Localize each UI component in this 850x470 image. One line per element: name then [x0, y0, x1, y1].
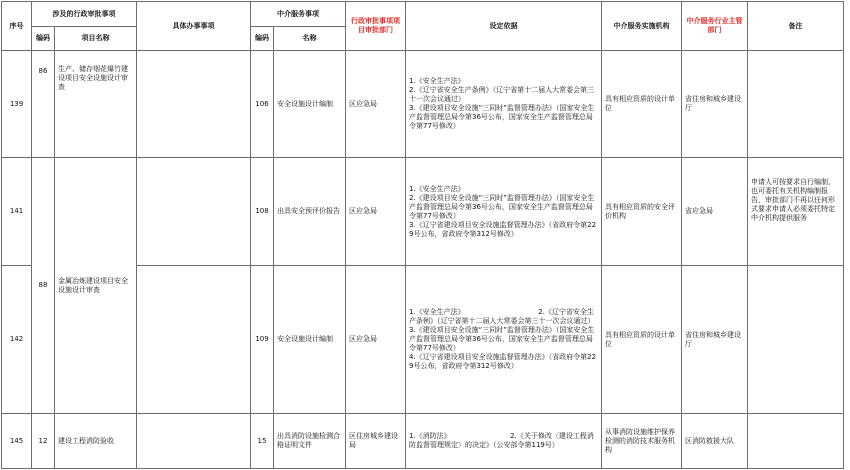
cell-seq: 145 [2, 414, 32, 469]
header-agency-code: 编码 [251, 27, 274, 51]
header-agency-group: 中介服务事项 [251, 2, 346, 27]
cell-regulator: 省住房和城乡建设厅 [682, 266, 748, 414]
cell-seq: 141 [2, 158, 32, 266]
table-row [2, 414, 844, 469]
header-admin-group: 涉及的行政审批事项 [32, 2, 137, 27]
header-seq: 序号 [2, 2, 32, 51]
cell-admin-name: 金属冶炼建设项目安全设施设计审查 [55, 158, 137, 414]
cell-specific [137, 158, 251, 266]
header-admin-code: 编码 [32, 27, 55, 51]
cell-specific [137, 266, 251, 414]
header-specific: 具体办事事项 [137, 2, 251, 51]
cell-admin-name: 生产、储存烟花爆竹建设项目安全设施设计审查 [55, 51, 137, 158]
cell-dept: 区应急局 [346, 158, 406, 266]
cell-basis: 1.《消防法》 2.《关于修改〈建设工程消防监督管理规定〉的决定》（公安部令第119号） [406, 414, 602, 469]
table-row [2, 51, 844, 158]
cell-dept: 区住房城乡建设局 [346, 414, 406, 469]
cell-dept: 区应急局 [346, 51, 406, 158]
cell-admin-code: 12 [32, 414, 55, 469]
header-dept: 行政审批事项项目审批部门 [346, 2, 406, 51]
cell-note [748, 414, 844, 469]
header-regulator: 中介服务行业主管部门 [682, 2, 748, 51]
cell-agency-code: 109 [251, 266, 274, 414]
intermediary-services-table [1, 1, 844, 469]
cell-agency-name: 出具安全预评价报告 [274, 158, 346, 266]
cell-provider: 具有相应资质的设计单位 [602, 266, 682, 414]
cell-seq: 139 [2, 51, 32, 158]
cell-agency-name: 安全设施设计编制 [274, 51, 346, 158]
cell-admin-name: 建设工程消防验收 [55, 414, 137, 469]
table-row [2, 158, 844, 266]
header-row-1 [2, 2, 844, 27]
header-note: 备注 [748, 2, 844, 51]
cell-agency-name: 出具消防设施检测合格证明文件 [274, 414, 346, 469]
cell-seq: 142 [2, 266, 32, 414]
cell-regulator: 区消防救援大队 [682, 414, 748, 469]
cell-agency-code: 106 [251, 51, 274, 158]
header-provider: 中介服务实施机构 [602, 2, 682, 51]
cell-dept: 区应急局 [346, 266, 406, 414]
header-basis: 设定依据 [406, 2, 602, 51]
header-agency-name: 名称 [274, 27, 346, 51]
cell-note: 申请人可按要求自行编制，也可委托有关机构编制报告，审批部门不再以任何形式要求申请人必须委托特定中介机构提供服务 [748, 158, 844, 266]
cell-specific [137, 414, 251, 469]
cell-regulator: 省住房和城乡建设厅 [682, 51, 748, 158]
cell-provider: 从事消防设施维护保养检测的消防技术服务机构 [602, 414, 682, 469]
cell-regulator: 省应急局 [682, 158, 748, 266]
cell-agency-code: 108 [251, 158, 274, 266]
cell-agency-name: 安全设施设计编制 [274, 266, 346, 414]
cell-admin-code: 86 [32, 51, 55, 158]
cell-admin-code: 88 [32, 158, 55, 414]
cell-basis: 1.《安全生产法》 2.《辽宁省安全生产条例》（辽宁省第十二届人大常委会第三十一次会议通过） 3.《建设项目安全设施“三同时”监督管理办法》（国家安全生产监督管理总局令第36号公布，国家安全生产监督管理总局令第77号修改） [406, 51, 602, 158]
cell-agency-code: 15 [251, 414, 274, 469]
header-admin-name: 项目名称 [55, 27, 137, 51]
cell-note [748, 266, 844, 414]
cell-note [748, 51, 844, 158]
cell-specific [137, 51, 251, 158]
cell-provider: 具有相应资质的设计单位 [602, 51, 682, 158]
cell-provider: 具有相应资质的安全评价机构 [602, 158, 682, 266]
cell-basis: 1.《安全生产法》 2.《辽宁省安全生产条例》（辽宁省第十二届人大常委会第三十一次会议通过） 3.《建设项目安全设施“三同时”监督管理办法》（国家安全生产监督管理总局令第36号公布，国家安全生产监督管理总局令第77号修改） 4.《辽宁省建设项目安全设施监督管理办法》（省政府令第229号公布，省政府令第312号修改） [406, 266, 602, 414]
cell-basis: 1.《安全生产法》 2.《建设项目安全设施“三同时”监督管理办法》（国家安全生产监督管理总局令第36号公布，国家安全生产监督管理总局令第77号修改） 3.《辽宁省建设项目安全设施监督管理办法》（省政府令第229号公布，省政府令第312号修改） [406, 158, 602, 266]
